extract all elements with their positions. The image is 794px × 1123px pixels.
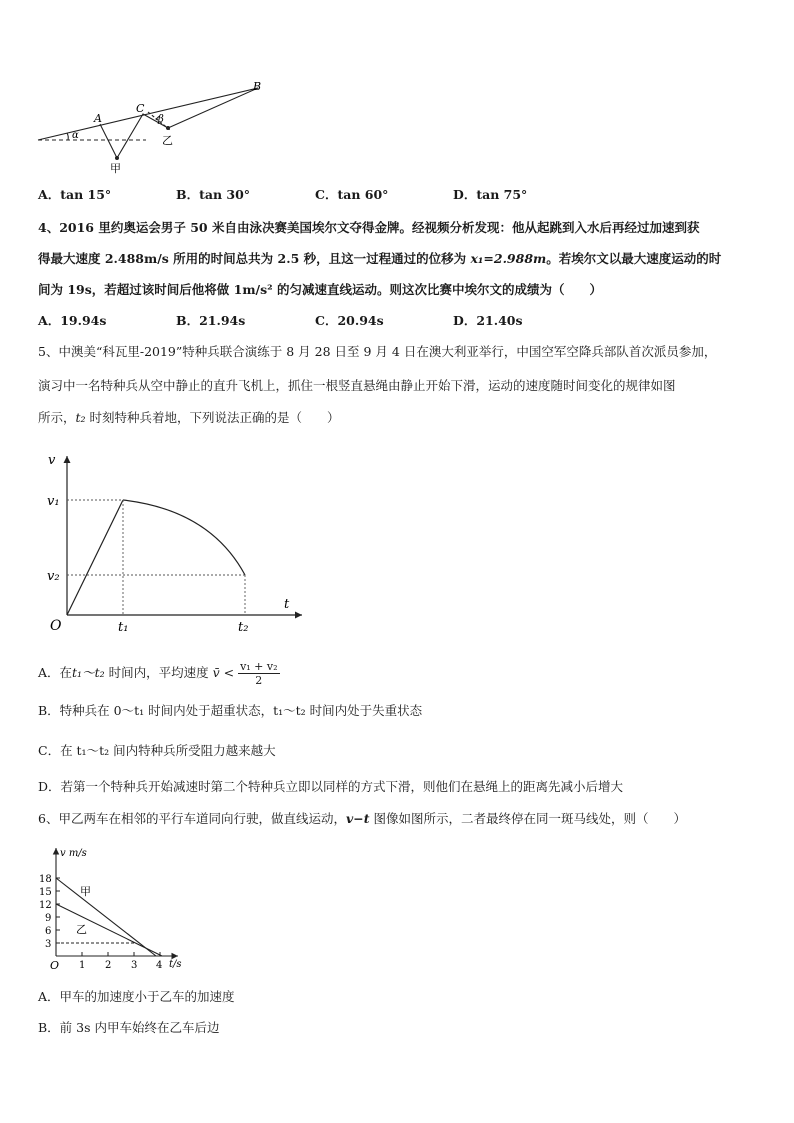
xtick-1: 1 [79,960,86,971]
graph-xlabel: t/s [169,959,182,970]
decel-curve [123,500,245,575]
label-yi: 乙 [76,923,87,936]
graph-v1: v₁ [47,494,60,509]
q5-option-c: C．在 t₁～t₂ 间内特种兵所受阻力越来越大 [38,743,276,758]
q5-line-1: 5、中澳美“科瓦里-2019”特种兵联合演练于 8 月 28 日至 9 月 4 日在澳大利亚举行，中国空军空降兵部队首次派员参加， [38,344,717,359]
q6-vt-graph [36,843,196,975]
label-jia: 甲 [80,885,91,898]
label-yi: 乙 [162,134,173,147]
label-jia: 甲 [110,162,121,175]
q4-option-c: C．20.94s [315,313,384,328]
ytick-18: 18 [39,874,52,885]
line-jia [56,878,156,956]
q6-option-a: A．甲车的加速度小于乙车的加速度 [38,989,235,1004]
label-B: B [253,80,262,93]
q5-option-a: A．在t₁～t₂ 时间内，平均速度 v̄ < $\frac{\text{v₁ + v₂}}{2}$ [38,660,278,687]
label-beta: β [158,114,164,125]
q4-line-1: 4、2016 里约奥运会男子 50 米自由泳决赛美国埃尔文夺得金牌。经视频分析发现：他从起跳到入水后再经过加速到获 [38,220,700,235]
q4-option-b: B．21.94s [176,313,246,328]
q4-line-2: 得最大速度 2.488m/s 所用的时间总共为 2.5 秒，且这一过程通过的位移为 x₁=2.988m。若埃尔文以最大速度运动的时 [38,251,722,266]
label-alpha: α [72,130,79,141]
graph-t2: t₂ [238,620,249,635]
q3-option-a: A．tan 15° [38,187,112,202]
xtick-3: 3 [131,960,138,971]
ytick-3: 3 [45,939,52,950]
xtick-2: 2 [105,960,112,971]
graph-ylabel: v m/s [60,848,87,859]
graph-origin: O [50,618,62,634]
q4-option-d: D．21.40s [453,313,523,328]
graph-origin: O [50,959,60,972]
q5-option-b: B．特种兵在 0～t₁ 时间内处于超重状态，t₁～t₂ 时间内处于失重状态 [38,703,423,718]
graph-v2: v₂ [47,569,60,584]
q6-line-1: 6、甲乙两车在相邻的平行车道同向行驶，做直线运动，v−t 图像如图所示，二者最终停在同一斑马线处，则（ ） [38,811,686,826]
graph-v-label: v [48,453,56,468]
graph-t-label: t [284,597,290,612]
cable-path [100,88,258,158]
label-C: C [136,102,145,115]
ytick-9: 9 [45,913,52,924]
ytick-12: 12 [39,900,52,911]
xtick-4: 4 [156,960,163,971]
q4-line-3: 间为 19s，若超过该时间后他将做 1m/s² 的匀减速直线运动。则这次比赛中埃尔文的成绩为（ ） [38,282,602,297]
ytick-6: 6 [45,926,52,937]
line-yi [56,904,162,956]
q5-line-3: 所示，t₂ 时刻特种兵着地，下列说法正确的是（ ） [38,410,340,425]
q3-option-b: B．tan 30° [176,187,251,202]
graph-t1: t₁ [118,620,129,635]
q5-line-2: 演习中一名特种兵从空中静止的直升飞机上，抓住一根竖直悬绳由静止开始下滑，运动的速度随时间变化的规律如图 [38,378,676,393]
q6-option-b: B．前 3s 内甲车始终在乙车后边 [38,1020,220,1035]
q3-option-c: C．tan 60° [315,187,389,202]
q3-geometry-figure [34,76,274,176]
q5-vt-graph [40,450,310,635]
q4-option-a: A．19.94s [38,313,107,328]
ytick-15: 15 [39,887,52,898]
label-A: A [94,112,102,125]
accel-segment [67,500,123,615]
incline-line [38,88,258,140]
q3-option-d: D．tan 75° [453,187,528,202]
q4-x1: x₁=2.988m [470,251,547,266]
q5-option-d: D．若第一个特种兵开始减速时第二个特种兵立即以同样的方式下滑，则他们在悬绳上的距离先减小后增大 [38,779,624,794]
fraction: $\frac{\text{v₁ + v₂}}{2}$ [240,660,278,687]
